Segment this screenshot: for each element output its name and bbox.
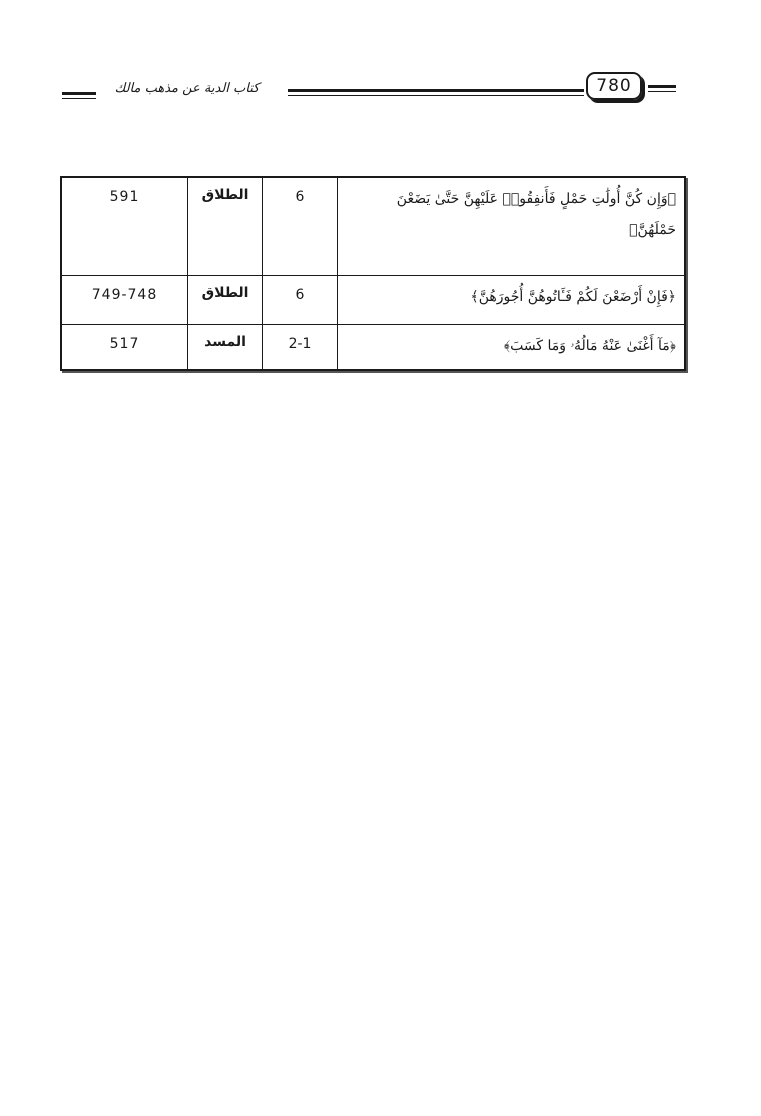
table-row — [61, 325, 685, 371]
verse-cell: ﴿مَآ أَغْنَىٰ عَنْهُ مَالُهُۥ وَمَا كَسَبَ﴾ — [338, 325, 686, 371]
surah-name-cell: المسد — [188, 325, 263, 371]
running-title: كتاب الدية عن مذهب مالك — [114, 81, 260, 96]
verse-cell: ﴿وَإِن كُنَّ أُولَٰتِ حَمْلٍ فَأَنفِقُوا۟ عَلَيْهِنَّ حَتَّىٰ يَضَعْنَ حَمْلَهُنَّ﴾ — [338, 177, 686, 276]
page-ref-cell: 591 — [61, 177, 188, 276]
header-rule-left-thin — [62, 98, 96, 99]
surah-name-cell: الطلاق — [188, 177, 263, 276]
verse-index-table — [60, 176, 686, 371]
ayah-number-cell: 6 — [263, 276, 338, 325]
ayah-number-cell: 6 — [263, 177, 338, 276]
header-rule-middle-thin — [288, 95, 584, 96]
verse-cell: ﴿فَإِنْ أَرْضَعْنَ لَكُمْ فَـَٔاتُوهُنَّ أُجُورَهُنَّ﴾ — [338, 276, 686, 325]
surah-name-cell: الطلاق — [188, 276, 263, 325]
page-number: 780 — [586, 72, 642, 100]
header-rule-left — [62, 92, 96, 95]
ayah-number-cell: 2-1 — [263, 325, 338, 371]
header-rule-right — [648, 85, 676, 88]
header-rule-right-thin — [648, 91, 676, 92]
header-rule-middle — [288, 89, 584, 92]
table-row — [61, 276, 685, 325]
page-ref-cell: 749-748 — [61, 276, 188, 325]
table-row — [61, 177, 685, 276]
page-ref-cell: 517 — [61, 325, 188, 371]
